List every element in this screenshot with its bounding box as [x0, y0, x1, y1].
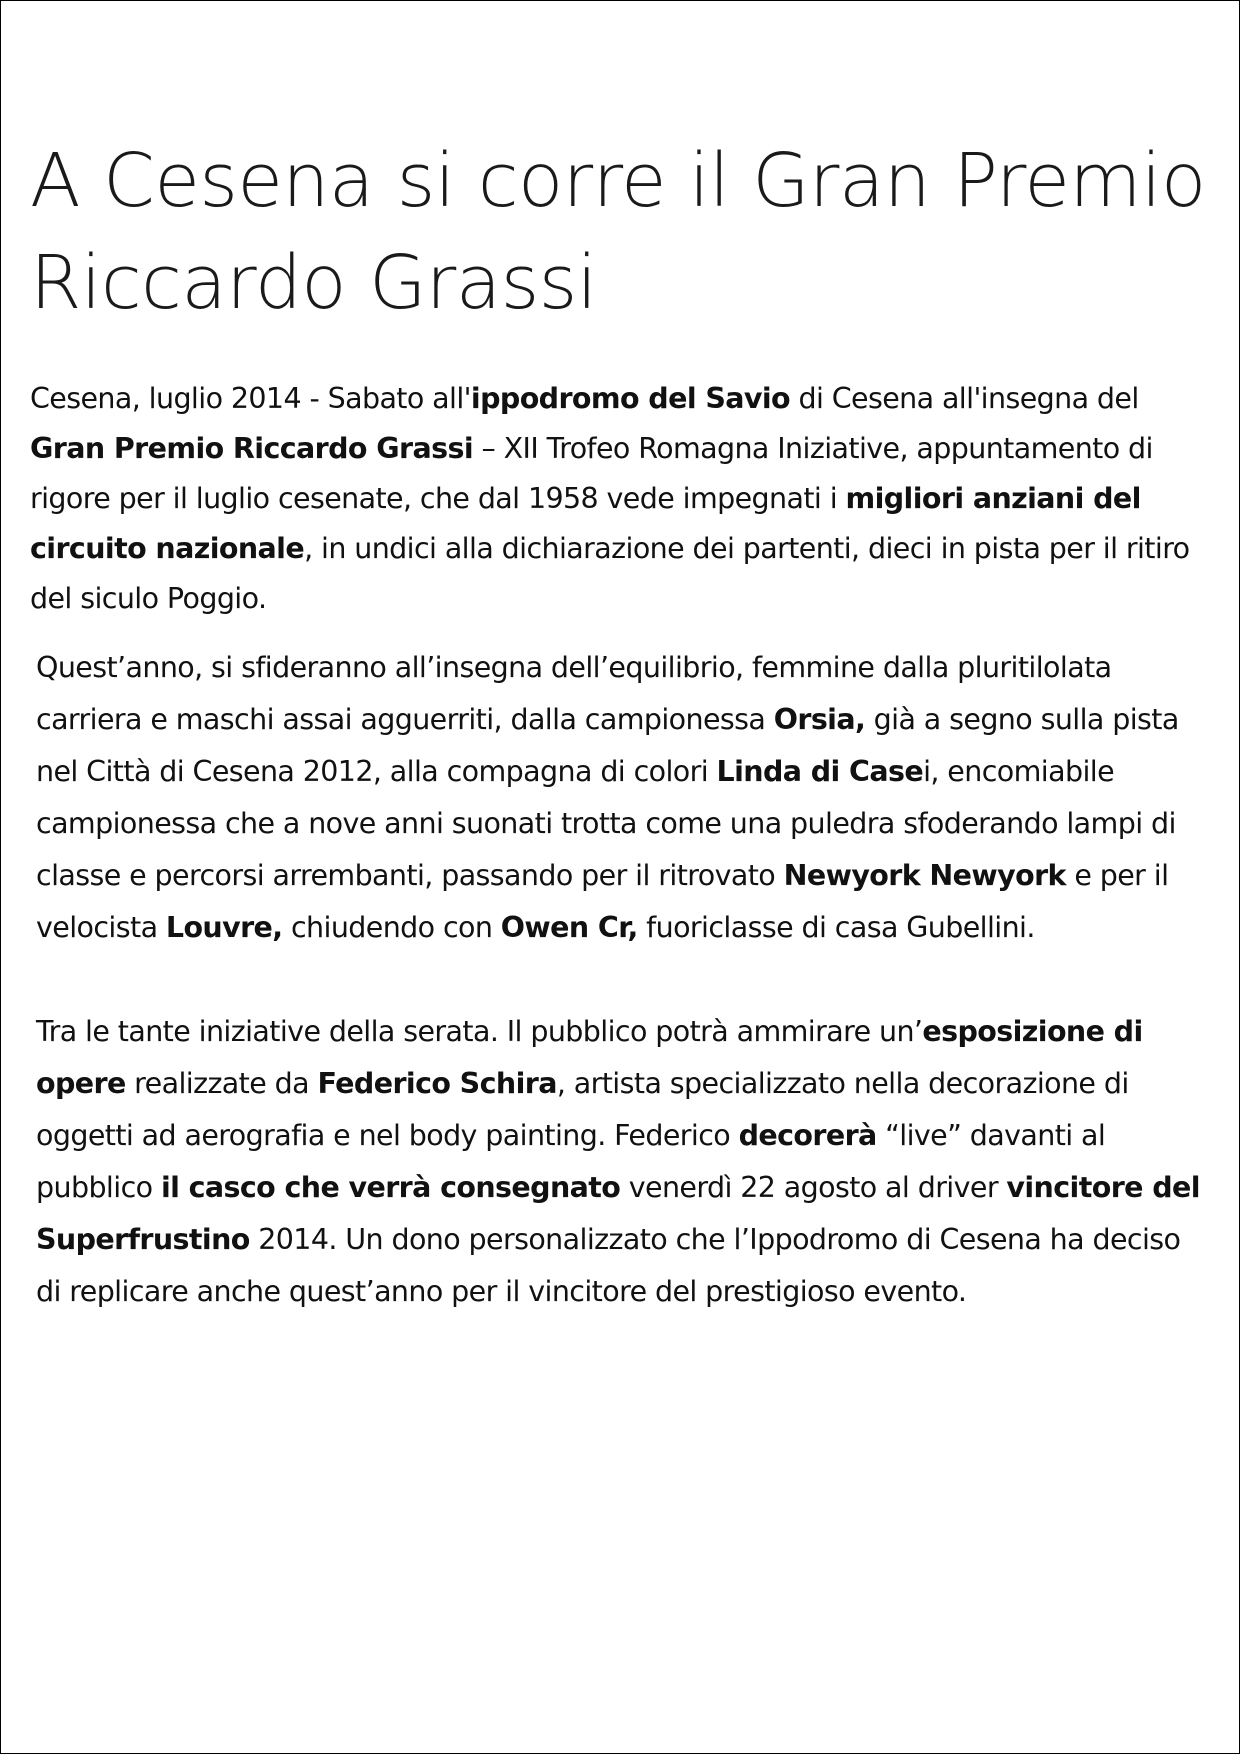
text-run: fuoriclasse di casa Gubellini. — [637, 911, 1035, 944]
text-run: già a segno sulla pista nel Città di Cesena 2012, alla compagna di colori — [36, 703, 1179, 788]
bold-run: il casco che verrà consegnato — [160, 1171, 621, 1204]
text-run: i, encomiabile campionessa che a nove anni suonati trotta come una puledra sfoderando lampi di classe e percorsi arrembanti, passando per il ritrovato — [36, 755, 1176, 892]
text-run: – XII Trofeo Romagna Iniziative, appuntamento di rigore per il luglio cesenate, che dal 1958 vede impegnati i — [30, 432, 1153, 515]
bold-run: Orsia, — [773, 703, 866, 736]
text-run: chiudendo con — [282, 911, 501, 944]
bold-run: Federico Schira — [317, 1067, 557, 1100]
bold-run: decorerà — [738, 1119, 877, 1152]
article-paragraph-1 — [30, 374, 1210, 624]
text-run: e per il velocista — [36, 859, 1169, 944]
text-run: realizzate da — [125, 1067, 318, 1100]
text-run: Tra le tante iniziative della serata. Il pubblico potrà ammirare un’ — [36, 1015, 923, 1048]
bold-run: ippodromo del Savio — [470, 382, 791, 415]
text-run: venerdì 22 agosto al driver — [620, 1171, 1007, 1204]
bold-run: Louvre, — [165, 911, 283, 944]
text-run: , in undici alla dichiarazione dei partenti, dieci in pista per il ritiro del siculo Poggio. — [30, 532, 1190, 615]
bold-run: Owen Cr, — [500, 911, 638, 944]
bold-run: Gran Premio Riccardo Grassi — [30, 432, 474, 465]
text-run: “live” davanti al pubblico — [36, 1119, 1106, 1204]
article-paragraph-3 — [30, 1006, 1210, 1318]
bold-run: Linda di Case — [716, 755, 924, 788]
text-run: Quest’anno, si sfideranno all’insegna dell’equilibrio, femmine dalla pluritilolata carriera e maschi assai agguerriti, dalla campionessa — [36, 651, 1112, 736]
bold-run: migliori anziani del circuito nazionale — [30, 482, 1141, 565]
text-run: 2014. Un dono personalizzato che l’Ippodromo di Cesena ha deciso di replicare anche quest’anno per il vincitore del prestigioso evento. — [36, 1223, 1181, 1308]
text-run: , artista specializzato nella decorazione di oggetti ad aerografia e nel body painting. Federico — [36, 1067, 1129, 1152]
text-run: di Cesena all'insegna del — [790, 382, 1139, 415]
article-paragraph-2 — [30, 642, 1210, 954]
bold-run: Newyork Newyork — [783, 859, 1066, 892]
bold-run: esposizione di opere — [36, 1015, 1143, 1100]
article-title: A Cesena si corre il Gran Premio Riccardo Grassi — [30, 138, 1206, 326]
bold-run: vincitore del Superfrustino — [36, 1171, 1200, 1256]
article — [30, 130, 1210, 1318]
text-run: Cesena, luglio 2014 - Sabato all' — [30, 382, 471, 415]
